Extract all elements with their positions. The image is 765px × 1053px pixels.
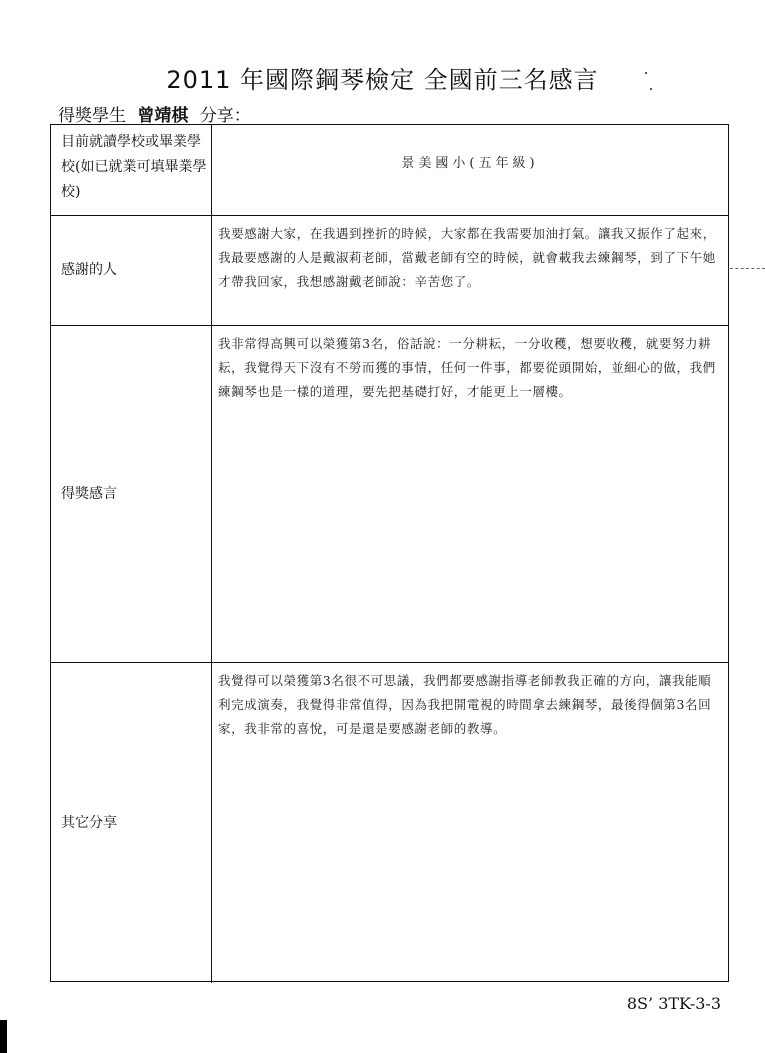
school-value: 景美國小(五年級): [401, 156, 539, 171]
other-text: 我覺得可以榮獲第3名很不可思議，我們都要感謝指導老師教我正確的方向，讓我能順利完成演奏，我覺得非常值得，因為我把開電視的時間拿去練鋼琴，最後得個第3名回家，我非常的喜悅，可是還是要感謝老師的教導。: [218, 673, 712, 736]
document-title: 2011 年國際鋼琴檢定 全國前三名感言: [166, 66, 599, 94]
scan-edge-mark: [0, 1020, 7, 1053]
award-text: 我非常得高興可以榮獲第3名，俗話說：一分耕耘，一分收穫，想要收穫，就要努力耕耘，我覺得天下沒有不勞而獲的事情，任何一件事，都要從頭開始，並細心的做，我們練鋼琴也是一樣的道理，要先把基礎打好，才能更上一層樓。: [218, 336, 716, 399]
thanks-text: 我要感謝大家，在我遇到挫折的時候，大家都在我需要加油打氣。讓我又振作了起來，我最要感謝的人是戴淑莉老師，當戴老師有空的時候，就會載我去練鋼琴，到了下午她才帶我回家，我想感謝戴老師說：辛苦您了。: [218, 226, 716, 289]
student-name: 曾靖棋: [137, 106, 189, 126]
scan-speck: [650, 88, 652, 90]
thanks-label: 感謝的人: [51, 216, 212, 325]
student-label: 得獎學生: [58, 106, 126, 126]
footer-code: 8S’ 3TK-3-3: [626, 994, 721, 1013]
other-label: 其它分享: [51, 663, 212, 983]
award-row: [51, 326, 728, 663]
scan-speck: [645, 72, 647, 74]
student-line: [58, 101, 251, 126]
scan-dash-mark: [730, 268, 765, 269]
other-value: [212, 663, 728, 983]
student-suffix: 分享：: [199, 106, 251, 126]
school-label: 目前就讀學校或畢業學校(如已就業可填畢業學校): [51, 125, 212, 215]
thanks-row: [51, 216, 728, 326]
other-row: [51, 663, 728, 983]
award-label: 得獎感言: [51, 326, 212, 662]
award-value: [212, 326, 728, 662]
thanks-value: [212, 216, 728, 325]
school-row: [51, 125, 728, 216]
testimonial-form: [50, 124, 729, 982]
